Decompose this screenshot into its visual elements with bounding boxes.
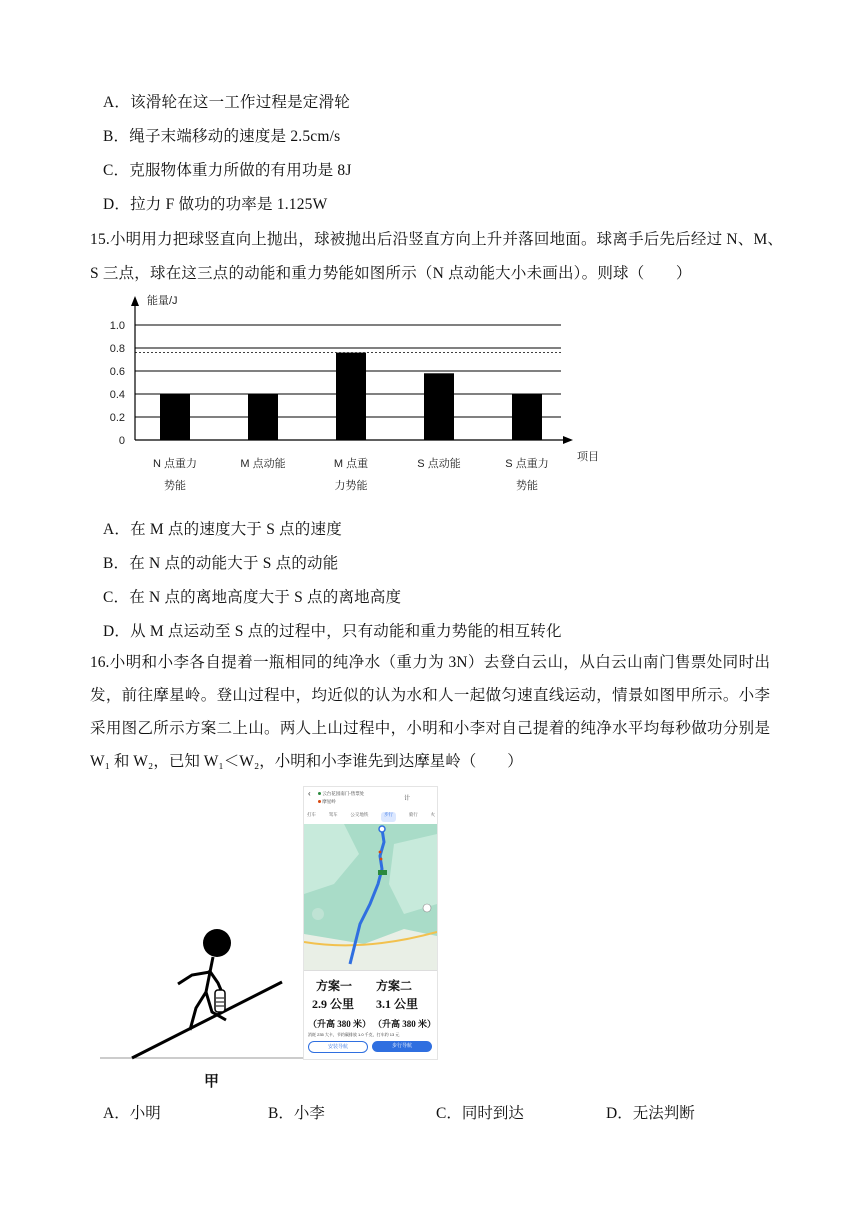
q16-option-c: C．同时到达 <box>436 1105 524 1122</box>
map-tab-0[interactable]: 打车 <box>307 812 316 817</box>
plan1-title[interactable]: 方案一 <box>316 979 353 993</box>
q15-option-c: C．在 N 点的离地高度大于 S 点的离地高度 <box>103 589 402 606</box>
map-footer-note: 消耗 235 大卡，节约碳排放 1.0 千克，打车约 13 元 <box>308 1032 400 1037</box>
q15-option-b: B．在 N 点的动能大于 S 点的动能 <box>103 555 339 572</box>
q15-stem-line1: 15.小明用力把球竖直向上抛出，球被抛出后沿竖直方向上升并落回地面。球离手后先后经过 N、M、 <box>90 231 784 248</box>
x-tick-label: M 点重 <box>333 458 369 470</box>
q14-option-b: B．绳子末端移动的速度是 2.5cm/s <box>103 128 341 145</box>
plan2-title[interactable]: 方案二 <box>376 979 413 993</box>
bar <box>160 394 190 440</box>
plan2-distance: 3.1 公里 <box>376 997 419 1011</box>
map-tab-4[interactable]: 骑行 <box>408 812 418 817</box>
plan1-distance: 2.9 公里 <box>312 997 355 1011</box>
route-map <box>304 824 437 974</box>
map-destination: 摩星岭 <box>318 799 336 805</box>
map-status-hint: 计 <box>404 796 411 802</box>
y-tick-label: 0 <box>118 435 125 447</box>
y-tick-label: 0.6 <box>109 366 125 378</box>
x-tick-label: M 点动能 <box>240 458 286 470</box>
energy-bar-chart <box>95 290 615 505</box>
q14-option-d: D．拉力 F 做功的功率是 1.125W <box>103 196 328 213</box>
map-tab-3[interactable]: 步行 <box>381 812 396 822</box>
plans-card <box>304 970 437 1060</box>
q16-option-d: D．无法判断 <box>606 1105 695 1122</box>
map-tab-2[interactable]: 公交地铁 <box>350 812 369 817</box>
back-arrow-icon: ‹ <box>308 789 311 798</box>
y-tick-label: 1.0 <box>109 320 125 332</box>
x-axis-arrow <box>563 436 573 444</box>
x-tick-label: S 点重力 <box>505 458 549 470</box>
figure-jia-stick-figure <box>100 920 310 1065</box>
bar <box>336 353 366 440</box>
q14-option-c: C．克服物体重力所做的有用功是 8J <box>103 162 352 179</box>
x-tick-label: 势能 <box>164 480 186 492</box>
y-tick-label: 0.2 <box>109 412 125 424</box>
x-axis-label: 项目 <box>577 451 599 463</box>
map-tab-1[interactable]: 驾车 <box>328 812 338 817</box>
q16-stem: 16.小明和小李各自提着一瓶相同的纯净水（重力为 3N）去登白云山，从白云山南门售票处同时出发，前往摩星岭。登山过程中，均近似的认为水和人一起做匀速直线运动，情景如图甲所示。小李采用图乙所示方案二上山。两人上山过程中，小明和小李对自己提着的纯净水平均每秒做功分别是 W₁ 和 W₂，已知 W₁＜W₂，小明和小李谁先到达摩星岭（ ） <box>90 654 770 770</box>
x-tick-label: N 点重力 <box>153 458 197 470</box>
y-axis-label: 能量/J <box>147 295 178 307</box>
map-screenshot <box>303 786 438 1060</box>
y-tick-label: 0.8 <box>109 343 125 355</box>
q16-option-b: B．小李 <box>268 1105 325 1122</box>
x-tick-label: 力势能 <box>334 480 368 492</box>
map-tabs <box>307 812 435 822</box>
map-origin: 云台花园南门-售票处 <box>318 791 364 797</box>
install-nav-button[interactable]: 安装导航 <box>308 1041 368 1053</box>
bar <box>248 394 278 440</box>
plan1-rise: （升高 380 米） <box>308 1019 372 1029</box>
x-tick-label: 势能 <box>516 480 538 492</box>
y-tick-label: 0.4 <box>109 389 125 401</box>
bar <box>424 373 454 440</box>
q15-option-a: A．在 M 点的速度大于 S 点的速度 <box>103 521 342 538</box>
plan2-rise: （升高 380 米） <box>373 1019 437 1029</box>
bar <box>512 394 542 440</box>
q15-stem-line2: S 三点，球在这三点的动能和重力势能如图所示（N 点动能大小未画出）。则球（ ） <box>90 265 692 282</box>
map-tab-5[interactable]: 火 <box>430 812 435 817</box>
y-axis-arrow <box>131 296 139 306</box>
q14-option-a: A．该滑轮在这一工作过程是定滑轮 <box>103 94 350 111</box>
x-tick-label: S 点动能 <box>417 458 461 470</box>
q15-option-d: D．从 M 点运动至 S 点的过程中，只有动能和重力势能的相互转化 <box>103 623 562 640</box>
q16-option-a: A．小明 <box>103 1105 161 1122</box>
walk-nav-button[interactable]: 步行导航 <box>372 1041 432 1052</box>
figure-jia-label: 甲 <box>204 1073 220 1090</box>
